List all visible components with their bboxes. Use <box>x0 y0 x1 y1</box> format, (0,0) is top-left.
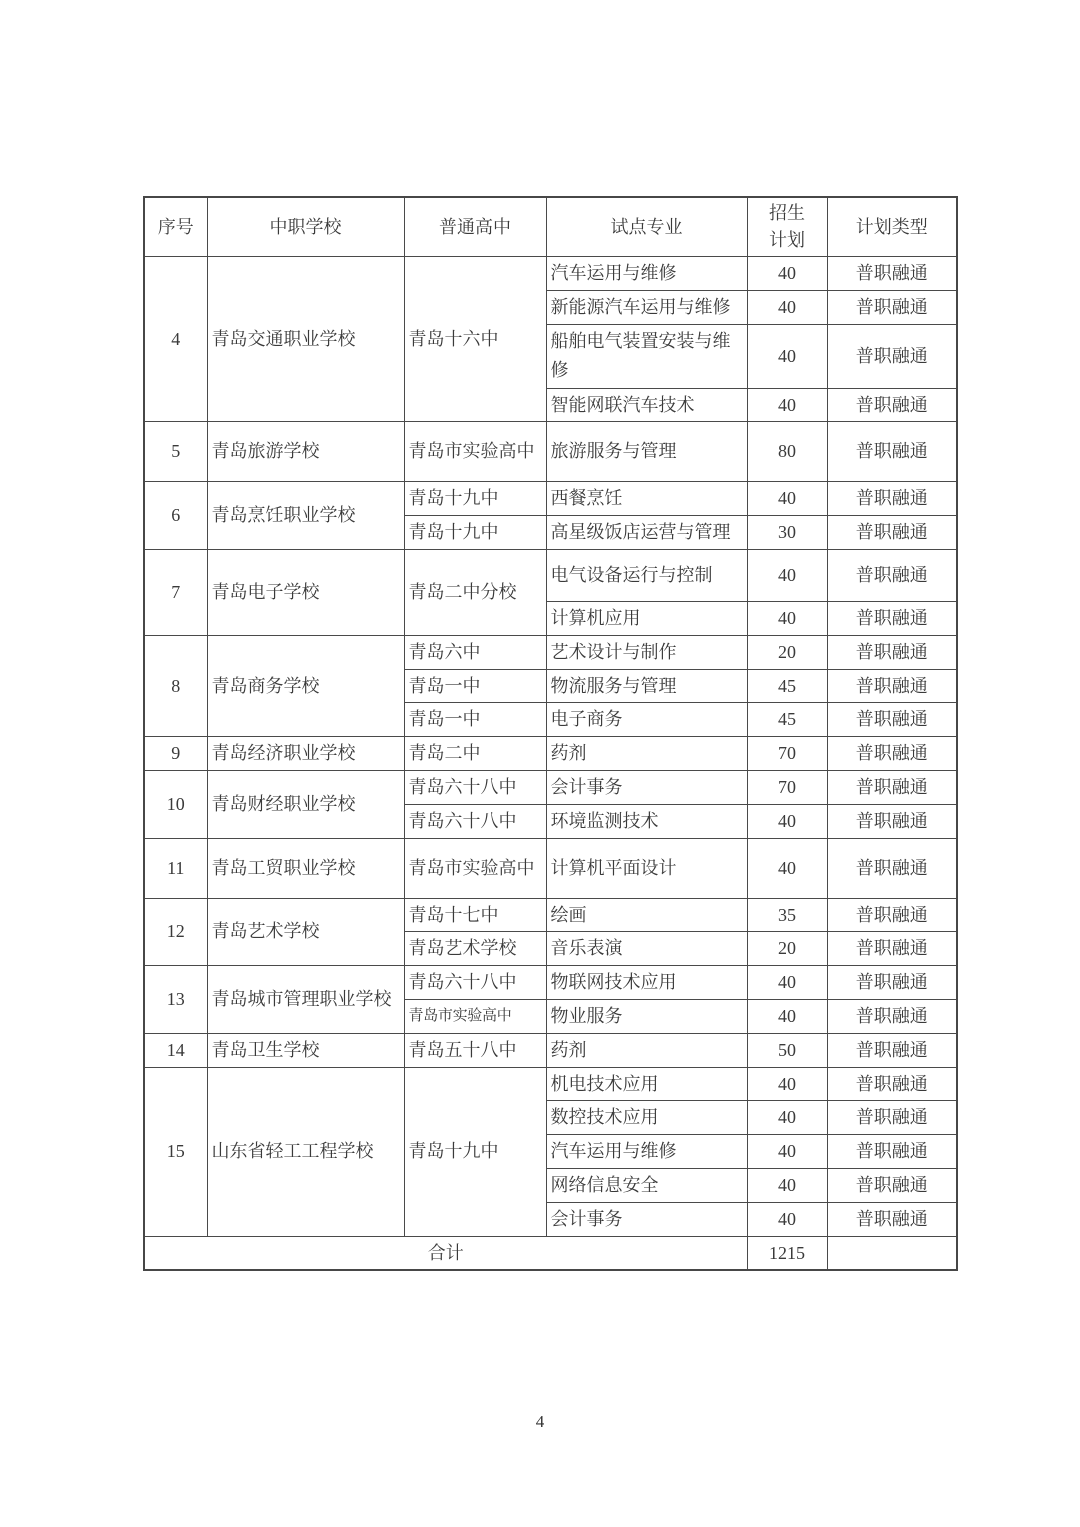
cell-plan-type: 普职融通 <box>827 999 957 1033</box>
cell-major: 会计事务 <box>546 770 747 804</box>
cell-major: 会计事务 <box>546 1202 747 1236</box>
cell-quota: 20 <box>747 932 827 966</box>
cell-quota: 40 <box>747 601 827 635</box>
cell-plan-type: 普职融通 <box>827 1033 957 1067</box>
table-row <box>144 635 957 669</box>
cell-major: 网络信息安全 <box>546 1168 747 1202</box>
cell-major: 船舶电气装置安装与维修 <box>546 324 747 388</box>
cell-plan-type: 普职融通 <box>827 1135 957 1169</box>
cell-major: 绘画 <box>546 898 747 932</box>
cell-high-school: 青岛十九中 <box>404 1067 546 1236</box>
cell-school: 青岛烹饪职业学校 <box>207 482 404 550</box>
cell-high-school: 青岛市实验高中 <box>404 838 546 898</box>
table-row <box>144 770 957 804</box>
cell-total-quota: 1215 <box>747 1236 827 1270</box>
cell-plan-type: 普职融通 <box>827 516 957 550</box>
cell-high-school: 青岛一中 <box>404 669 546 703</box>
cell-quota: 40 <box>747 1101 827 1135</box>
table-row <box>144 422 957 482</box>
table-header-row <box>144 197 957 257</box>
cell-major: 艺术设计与制作 <box>546 635 747 669</box>
table-total-row <box>144 1236 957 1270</box>
cell-quota: 40 <box>747 482 827 516</box>
table-row <box>144 838 957 898</box>
cell-high-school: 青岛艺术学校 <box>404 932 546 966</box>
col-header-quota-label: 招生计划 <box>769 203 805 250</box>
cell-no: 7 <box>144 549 207 635</box>
cell-no: 5 <box>144 422 207 482</box>
cell-plan-type: 普职融通 <box>827 770 957 804</box>
cell-total-label: 合计 <box>144 1236 747 1270</box>
cell-quota: 45 <box>747 703 827 737</box>
cell-major: 汽车运用与维修 <box>546 1135 747 1169</box>
cell-plan-type: 普职融通 <box>827 1067 957 1101</box>
cell-no: 13 <box>144 966 207 1034</box>
cell-major: 物业服务 <box>546 999 747 1033</box>
table-row <box>144 549 957 601</box>
cell-plan-type: 普职融通 <box>827 257 957 291</box>
cell-quota: 40 <box>747 838 827 898</box>
table-row <box>144 1033 957 1067</box>
cell-plan-type: 普职融通 <box>827 898 957 932</box>
cell-quota: 50 <box>747 1033 827 1067</box>
cell-quota: 40 <box>747 1168 827 1202</box>
cell-plan-type: 普职融通 <box>827 601 957 635</box>
cell-quota: 40 <box>747 324 827 388</box>
cell-no: 4 <box>144 257 207 422</box>
col-header-no: 序号 <box>144 197 207 257</box>
cell-high-school: 青岛六十八中 <box>404 770 546 804</box>
cell-high-school: 青岛五十八中 <box>404 1033 546 1067</box>
cell-school: 青岛旅游学校 <box>207 422 404 482</box>
cell-plan-type: 普职融通 <box>827 635 957 669</box>
cell-total-type-empty <box>827 1236 957 1270</box>
cell-plan-type: 普职融通 <box>827 482 957 516</box>
cell-school: 青岛财经职业学校 <box>207 770 404 838</box>
cell-quota: 40 <box>747 290 827 324</box>
cell-quota: 70 <box>747 770 827 804</box>
cell-plan-type: 普职融通 <box>827 932 957 966</box>
cell-major: 高星级饭店运营与管理 <box>546 516 747 550</box>
table-row <box>144 482 957 516</box>
cell-quota: 80 <box>747 422 827 482</box>
cell-major: 计算机应用 <box>546 601 747 635</box>
cell-plan-type: 普职融通 <box>827 290 957 324</box>
cell-school: 山东省轻工工程学校 <box>207 1067 404 1236</box>
cell-no: 10 <box>144 770 207 838</box>
cell-quota: 40 <box>747 1135 827 1169</box>
cell-major: 物流服务与管理 <box>546 669 747 703</box>
cell-quota: 40 <box>747 257 827 291</box>
col-header-high-school: 普通高中 <box>404 197 546 257</box>
cell-high-school: 青岛市实验高中 <box>404 999 546 1033</box>
cell-major: 计算机平面设计 <box>546 838 747 898</box>
cell-quota: 30 <box>747 516 827 550</box>
cell-quota: 45 <box>747 669 827 703</box>
cell-major: 新能源汽车运用与维修 <box>546 290 747 324</box>
table-row <box>144 898 957 932</box>
cell-plan-type: 普职融通 <box>827 1202 957 1236</box>
cell-major: 智能网联汽车技术 <box>546 388 747 422</box>
cell-quota: 70 <box>747 737 827 771</box>
cell-plan-type: 普职融通 <box>827 549 957 601</box>
cell-high-school: 青岛十六中 <box>404 257 546 422</box>
cell-plan-type: 普职融通 <box>827 737 957 771</box>
cell-major: 药剂 <box>546 1033 747 1067</box>
cell-quota: 40 <box>747 1202 827 1236</box>
cell-plan-type: 普职融通 <box>827 838 957 898</box>
cell-no: 14 <box>144 1033 207 1067</box>
cell-plan-type: 普职融通 <box>827 669 957 703</box>
cell-no: 11 <box>144 838 207 898</box>
cell-major: 电子商务 <box>546 703 747 737</box>
cell-major: 旅游服务与管理 <box>546 422 747 482</box>
cell-school: 青岛城市管理职业学校 <box>207 966 404 1034</box>
cell-school: 青岛艺术学校 <box>207 898 404 966</box>
cell-major: 物联网技术应用 <box>546 966 747 1000</box>
cell-quota: 20 <box>747 635 827 669</box>
cell-high-school: 青岛六十八中 <box>404 966 546 1000</box>
cell-quota: 40 <box>747 549 827 601</box>
cell-quota: 40 <box>747 966 827 1000</box>
cell-major: 西餐烹饪 <box>546 482 747 516</box>
table-row <box>144 257 957 291</box>
cell-quota: 35 <box>747 898 827 932</box>
cell-major: 环境监测技术 <box>546 804 747 838</box>
col-header-school: 中职学校 <box>207 197 404 257</box>
cell-no: 8 <box>144 635 207 736</box>
col-header-plan-type: 计划类型 <box>827 197 957 257</box>
cell-school: 青岛卫生学校 <box>207 1033 404 1067</box>
cell-plan-type: 普职融通 <box>827 1168 957 1202</box>
cell-no: 15 <box>144 1067 207 1236</box>
cell-no: 9 <box>144 737 207 771</box>
cell-high-school: 青岛二中 <box>404 737 546 771</box>
cell-quota: 40 <box>747 804 827 838</box>
table-row <box>144 737 957 771</box>
cell-high-school: 青岛市实验高中 <box>404 422 546 482</box>
cell-high-school: 青岛十七中 <box>404 898 546 932</box>
page-number: 4 <box>535 1412 545 1431</box>
table-row <box>144 966 957 1000</box>
cell-no: 6 <box>144 482 207 550</box>
table-row <box>144 1067 957 1101</box>
cell-school: 青岛电子学校 <box>207 549 404 635</box>
col-header-quota <box>747 197 827 257</box>
cell-school: 青岛经济职业学校 <box>207 737 404 771</box>
cell-no: 12 <box>144 898 207 966</box>
cell-plan-type: 普职融通 <box>827 703 957 737</box>
col-header-major: 试点专业 <box>546 197 747 257</box>
cell-high-school: 青岛十九中 <box>404 516 546 550</box>
cell-high-school: 青岛十九中 <box>404 482 546 516</box>
cell-high-school: 青岛一中 <box>404 703 546 737</box>
cell-school: 青岛商务学校 <box>207 635 404 736</box>
cell-high-school: 青岛六中 <box>404 635 546 669</box>
cell-plan-type: 普职融通 <box>827 966 957 1000</box>
cell-school: 青岛工贸职业学校 <box>207 838 404 898</box>
cell-major: 数控技术应用 <box>546 1101 747 1135</box>
cell-major: 汽车运用与维修 <box>546 257 747 291</box>
cell-major: 药剂 <box>546 737 747 771</box>
cell-plan-type: 普职融通 <box>827 1101 957 1135</box>
cell-plan-type: 普职融通 <box>827 324 957 388</box>
cell-major: 电气设备运行与控制 <box>546 549 747 601</box>
cell-high-school: 青岛六十八中 <box>404 804 546 838</box>
cell-quota: 40 <box>747 388 827 422</box>
cell-high-school: 青岛二中分校 <box>404 549 546 635</box>
cell-quota: 40 <box>747 999 827 1033</box>
cell-major: 机电技术应用 <box>546 1067 747 1101</box>
cell-plan-type: 普职融通 <box>827 422 957 482</box>
cell-quota: 40 <box>747 1067 827 1101</box>
cell-plan-type: 普职融通 <box>827 804 957 838</box>
cell-school: 青岛交通职业学校 <box>207 257 404 422</box>
cell-major: 音乐表演 <box>546 932 747 966</box>
cell-plan-type: 普职融通 <box>827 388 957 422</box>
enrollment-plan-table <box>143 196 958 1271</box>
